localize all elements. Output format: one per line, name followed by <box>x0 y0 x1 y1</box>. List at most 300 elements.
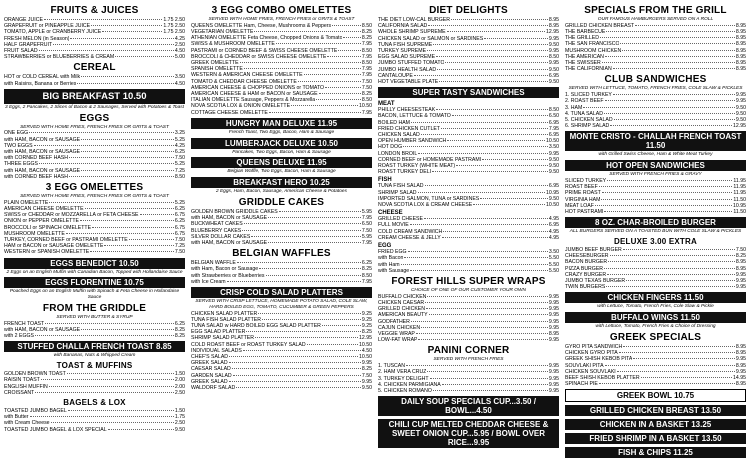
menu-item-name: PHILLY CHEESESTEAK <box>378 107 436 114</box>
leader-dots <box>41 379 174 380</box>
menu-item-name: WHOLE SHRIMP SUPREME <box>378 29 446 36</box>
leader-dots <box>404 257 548 258</box>
menu-item-price: 12.95 <box>546 29 559 36</box>
club-note: SERVED WITH LETTUCE, TOMATO, FRENCH FRIES, COLE SLAW & PICKLES <box>568 86 743 92</box>
menu-item-price: 8.25 <box>361 366 372 373</box>
leader-dots <box>269 112 361 113</box>
menu-item-name: GYRO PITA SANDWICH <box>565 344 623 351</box>
menu-item-price: 9.50 <box>548 41 559 48</box>
menu-item-name: TOASTED JUMBO BAGEL & LOX SPECIAL <box>4 426 107 433</box>
menu-item-name: TUNA FISH SALAD <box>378 183 424 190</box>
menu-item-price: 9.95 <box>361 360 372 367</box>
leader-dots <box>44 19 162 20</box>
menu-item-price: 3.50 <box>548 144 559 151</box>
griddle-cakes-title: GRIDDLE CAKES <box>238 197 325 209</box>
leader-dots <box>414 75 548 76</box>
menu-item-price: 7.50 <box>735 247 746 254</box>
panini-list <box>378 363 559 394</box>
leader-dots <box>268 242 361 243</box>
menu-item-name: GOLDEN BROWN GRIDDLE CAKES <box>191 209 278 216</box>
leader-dots <box>240 62 361 63</box>
leader-dots <box>428 25 548 26</box>
cheese-list <box>378 216 559 241</box>
leader-dots <box>433 390 548 391</box>
florentine-note: Poached Eggs on an English Muffin with Spinach & Feta Cheese in Hollandaise Sauce <box>9 289 180 301</box>
menu-item-name: HOT PASTRAMI <box>565 209 604 216</box>
menu-item-price: 8.95 <box>735 66 746 73</box>
diet-title: DIET DELIGHTS <box>429 5 508 16</box>
menu-item-price: 6.95 <box>548 132 559 139</box>
menu-item-name: AMERICAN CHEESE & HAM or BACON or SAUSAGE <box>191 91 318 98</box>
menu-item-price: 8.95 <box>735 60 746 67</box>
menu-item-name: WESTERN & AMERICAN CHEESE OMELETTE <box>191 72 303 79</box>
menu-item-price: 4.50 <box>361 347 372 354</box>
menu-item-name: with Ice Cream <box>191 278 226 285</box>
menu-item <box>4 390 185 396</box>
leader-dots <box>129 239 174 240</box>
challa-banner: STUFFED CHALLA FRENCH TOAST 8.85 <box>4 341 185 352</box>
leader-dots <box>433 44 548 45</box>
menu-item-name: SWISS or CHEDDAR or MOZZARELLA or FETA CHEESE <box>4 212 139 219</box>
florentine-banner: EGGS FLORENTINE 10.75 <box>4 277 185 288</box>
menu-item-price: 9.95 <box>548 318 559 325</box>
menu-item-name: BACON, LETTUCE & TOMATO <box>378 113 451 120</box>
menu-item-price: 7.50 <box>174 249 185 256</box>
leader-dots <box>246 331 361 332</box>
leader-dots <box>53 44 174 45</box>
menu-item-price: 8.50 <box>548 54 559 61</box>
menu-item <box>191 110 372 116</box>
menu-item-name: HOT VEGETABLE PLATE <box>378 79 439 86</box>
menu-item-name: 6. SHRIMP SALAD <box>565 123 610 130</box>
hot-open-banner: HOT OPEN SANDWICHES <box>565 160 746 171</box>
menu-item-price: 9.25 <box>361 310 372 317</box>
menu-item-name: QUEENS OMELETTE Ham, Cheese, Mushrooms & Peppers <box>191 22 332 29</box>
menu-item-price: 1.50 <box>174 408 185 415</box>
menu-item-name: with HAM, BACON or SAUSAGE <box>191 215 268 222</box>
leader-dots <box>307 344 358 345</box>
egg-list <box>378 249 559 274</box>
menu-item-price: 8.95 <box>735 22 746 29</box>
menu-item-price: 8.95 <box>735 29 746 35</box>
menu-item-name: THREE EGGS <box>4 161 39 168</box>
greek-bowl-banner: GREEK BOWL 10.75 <box>565 389 746 402</box>
leader-dots <box>607 274 735 275</box>
sandwiches-banner: SUPER TASTY SANDWICHES <box>378 87 559 98</box>
omelettes-note: SERVED WITH HOME FRIES, FRENCH FRIES OR GRITS & TOAST <box>20 194 169 200</box>
menu-item-price: 9.95 <box>735 356 746 363</box>
menu-item-name: LONDON BROIL <box>378 150 418 157</box>
leader-dots <box>424 218 548 219</box>
leader-dots <box>604 268 735 269</box>
menu-item-price: 8.95 <box>735 344 746 351</box>
menu-item-price: 9.50 <box>548 156 559 163</box>
menu-item-name: TURKEY SUPREME <box>378 48 427 55</box>
leader-dots <box>266 275 361 276</box>
menu-item-price: 5.50 <box>548 267 559 274</box>
big-breakfast-note: 3 Eggs, 2 Pancakes, 2 Slices of Bacon & 2 Sausages, Served with Potatoes & Toast <box>4 104 184 110</box>
menu-item-price: 9.95 <box>735 271 746 278</box>
menu-item-price: 3.25 <box>174 130 185 137</box>
leader-dots <box>229 356 358 357</box>
leader-dots <box>104 245 173 246</box>
meat-list <box>378 107 559 175</box>
menu-item-name: THE SWISSER <box>565 60 601 67</box>
queens-banner: QUEENS DELUXE 11.95 <box>191 157 372 168</box>
platters-banner: CRISP COLD SALAD PLATTERS <box>191 287 372 298</box>
menu-item-name: FRENCH TOAST <box>4 320 45 327</box>
menu-item-name: HAM or BACON or SAUSAGE OMELETTE <box>4 243 104 250</box>
lumberjack-note: Pancakes, Two Eggs, Bacon, Ham & Sausage <box>232 149 331 155</box>
menu-item-price: 10.95 <box>733 202 746 209</box>
menu-item-price: 11.95 <box>733 190 746 197</box>
leader-dots <box>606 31 735 32</box>
leader-dots <box>322 325 361 326</box>
menu-item <box>191 385 372 391</box>
menu-item-name: TOASTED JUMBO BAGEL <box>4 408 67 415</box>
menu-item-name: CHICKEN SALAD PLATTER <box>191 310 258 317</box>
leader-dots <box>92 227 174 228</box>
leader-dots <box>49 202 173 203</box>
menu-item-price: 8.95 <box>735 350 746 357</box>
menu-item-price: 8.50 <box>361 97 372 104</box>
menu-item-price: 9.50 <box>548 163 559 170</box>
menu-item-price: 5.25 <box>174 161 185 168</box>
menu-item-price: 8.50 <box>361 47 372 54</box>
menu-item-name: CRAZY BURGER <box>565 271 607 278</box>
menu-item-name: GRILLED CHEESE <box>378 216 423 223</box>
leader-dots <box>418 192 545 193</box>
menu-item <box>4 174 185 180</box>
menu-item <box>565 284 746 290</box>
menu-item <box>4 427 185 433</box>
menu-item-price: 8.95 <box>735 47 746 54</box>
leader-dots <box>610 255 735 256</box>
menu-item-name: SHRIMP SALAD PLATTER <box>191 335 254 342</box>
menu-item-price: 4.25 <box>174 142 185 149</box>
big-breakfast-banner: BIG BREAKFAST 10.50 <box>4 89 185 104</box>
leader-dots <box>68 410 174 411</box>
menu-item-price: 5.95 <box>361 209 372 216</box>
leader-dots <box>140 214 174 215</box>
menu-item-price: 4.50 <box>174 80 185 87</box>
menu-item-name: GREEK SHISH KEBOB PITA <box>565 356 633 363</box>
menu-item-price: 9.95 <box>548 60 559 67</box>
menu-item-price: 4.25 <box>174 35 185 42</box>
menu-item-price: 8.95 <box>735 259 746 266</box>
menu-item-price: 9.95 <box>548 369 559 376</box>
toast-list <box>4 371 185 396</box>
menu-item-name: ORANGE JUICE <box>4 17 43 23</box>
leader-dots <box>620 43 734 44</box>
menu-item-price: 11.50 <box>733 196 746 203</box>
menu-item <box>378 268 559 274</box>
menu-item-name: HALF GRAPEFRUIT <box>4 41 53 48</box>
leader-dots <box>35 335 174 336</box>
waffles-title: BELGIAN WAFFLES <box>232 248 331 260</box>
wraps-note: CHOICE OF ONE OF OUR CUSTOMER YOUR OWN <box>410 287 527 293</box>
menu-item-name: ITALIAN OMELETTE Sausage, Peppers & Mozzarella <box>191 97 316 104</box>
combo-list <box>191 23 372 116</box>
menu-item-price: 12.95 <box>359 335 372 342</box>
menu-item-price: 7.25 <box>174 167 185 174</box>
menu-item-price: 11.95 <box>733 178 746 185</box>
menu-item-name: BUFFALO CHICKEN <box>378 293 427 300</box>
leader-dots <box>233 375 361 376</box>
cheese-title: CHEESE <box>378 210 403 217</box>
menu-item-price: 6.95 <box>548 119 559 126</box>
menu-item-name: with Ham, Bacon or Sausage <box>191 266 259 273</box>
menu-item-price: 9.25 <box>361 316 372 323</box>
menu-item-name: BROCCOLI & CHEDDAR or SWISS CHEESE OMELETTE <box>191 53 327 60</box>
menu-item-name: JUMBO STUFFED TOMATO <box>378 60 445 67</box>
leader-dots <box>451 19 548 20</box>
leader-dots <box>81 329 174 330</box>
leader-dots <box>90 251 174 252</box>
leader-dots <box>436 56 548 57</box>
queens-note: Belgian Waffle, Two Eggs, Bacon, Ham & Sausage <box>227 169 336 175</box>
menu-item <box>378 169 559 175</box>
leader-dots <box>421 134 548 135</box>
menu-item-price: 9.95 <box>548 363 559 370</box>
menu-item-price: 2.50 <box>174 41 185 48</box>
menu-item-name: HOT DOG <box>378 144 403 151</box>
menu-item-name: NOVA SCOTIA LOX & ONION OMELETTE <box>191 103 291 110</box>
menu-item-price: 7.95 <box>361 53 372 60</box>
benedict-note: 2 Eggs on an English Muffin with Canadian Bacon, Topped with Hollandaise Sauce <box>6 269 183 275</box>
leader-dots <box>319 93 361 94</box>
menu-item-price: 9.95 <box>548 375 559 382</box>
menu-item-price: 10.95 <box>546 189 559 196</box>
french-toast-list <box>4 321 185 340</box>
menu-item-price: 9.50 <box>735 104 746 111</box>
burger-note: ALL BURGERS SERVED ON A TOASTED BUN WITH COLE SLAW & PICKLES <box>569 229 742 235</box>
leader-dots <box>411 321 548 322</box>
menu-item-price: 9.95 <box>548 312 559 319</box>
leader-dots <box>255 337 358 338</box>
leader-dots <box>484 38 548 39</box>
menu-item-price: 8.95 <box>548 17 559 23</box>
menu-item-price: 6.25 <box>174 206 185 213</box>
menu-item-price: 7.95 <box>361 72 372 79</box>
burger-deluxe: DELUXE 3.00 EXTRA <box>614 237 697 247</box>
menu-column-grill <box>565 3 746 458</box>
leader-dots <box>268 217 361 218</box>
fruits-title: FRUITS & JUICES <box>50 5 139 16</box>
menu-item-price: 7.95 <box>361 66 372 73</box>
menu-item-name: CHICKEN GYRO PITA <box>565 350 618 357</box>
leader-dots <box>427 371 547 372</box>
menu-item-price: 1.75 2.50 <box>163 29 185 36</box>
leader-dots <box>251 236 361 237</box>
menu-item-price: 9.50 <box>548 79 559 86</box>
leader-dots <box>242 230 361 231</box>
menu-item-price: 4.95 <box>548 216 559 223</box>
menu-item-price: 9.95 <box>735 98 746 105</box>
menu-item-price: 5.00 <box>174 54 185 61</box>
menu-item <box>378 235 559 241</box>
menu-item-price: 8.50 <box>174 173 185 180</box>
leader-dots <box>298 81 361 82</box>
menu-item-name: CAESAR SALAD <box>191 366 231 373</box>
leader-dots <box>403 146 548 147</box>
menu-item-price: 7.95 <box>361 240 372 247</box>
combo-note: SERVED WITH HOME FRIES, FRENCH FRIES or GRITS & TOAST <box>208 17 355 22</box>
menu-item-name: 4. CHICKEN PARMIGIANA <box>378 381 441 388</box>
leader-dots <box>606 286 735 287</box>
menu-item-name: TUNA SALAD w HARD BOILED EGG SALAD PLATTER <box>191 323 321 330</box>
bagels-list <box>4 408 185 433</box>
menu-item-price: 3.50 <box>548 249 559 256</box>
leader-dots <box>623 249 735 250</box>
leader-dots <box>641 377 732 378</box>
menu-item-price: 8.95 <box>735 381 746 388</box>
menu-column-sandwiches <box>378 3 559 453</box>
leader-dots <box>605 56 735 57</box>
leader-dots <box>442 384 548 385</box>
menu-item-price: 9.25 <box>361 323 372 330</box>
menu-item-name: GRAPEFRUIT or PINEAPPLE JUICE <box>4 23 91 30</box>
grill-title: SPECIALS FROM THE GRILL <box>584 5 727 16</box>
menu-item-price: 8.95 <box>548 23 559 30</box>
menu-item-name: CREAM CHEESE & JELLY <box>378 234 441 241</box>
menu-item-name: CROISSANT <box>4 389 35 396</box>
eggs-title: EGGS <box>79 112 110 124</box>
leader-dots <box>108 429 174 430</box>
menu-item-name: 5. CHICKEN ROMANO <box>378 387 432 394</box>
leader-dots <box>425 302 548 303</box>
waffles-list <box>191 260 372 285</box>
leader-dots <box>276 43 361 44</box>
menu-item-name: 3. TURKEY DELIGHT <box>378 375 429 382</box>
leader-dots <box>442 237 548 238</box>
menu-item-price: 2.00 <box>174 383 185 390</box>
menu-item-name: GRILLED CHICKEN BREAST <box>565 22 635 29</box>
greek-title: GREEK SPECIALS <box>609 332 702 344</box>
leader-dots <box>447 31 545 32</box>
menu-item <box>565 66 746 72</box>
menu-item-name: FRESH MELON (in Season) <box>4 35 70 42</box>
menu-item-name: PASTRAMI or CORNED BEEF & SWISS CHEESE OMELETTE <box>191 47 338 54</box>
menu-item <box>378 388 559 394</box>
leader-dots <box>614 119 735 120</box>
menu-item-price: 8.25 <box>735 253 746 260</box>
menu-item-name: AMERICAN BEAUTY <box>378 312 428 319</box>
menu-item-name: LOW-FAT WRAP <box>378 337 418 344</box>
menu-item-name: OPEN HUMBER SANDWICH <box>378 138 447 145</box>
menu-item-price: 6.75 <box>174 224 185 231</box>
menu-item-name: VEGETARIAN OMELETTE <box>191 29 254 35</box>
leader-dots <box>325 87 361 88</box>
leader-dots <box>30 416 174 417</box>
menu-item-price: 10.50 <box>546 202 559 209</box>
egg-title: EGG <box>378 243 392 250</box>
leader-dots <box>406 365 548 366</box>
menu-item-name: GARDEN SALAD <box>191 372 232 379</box>
menu-item-name: with HAM, BACON or SAUSAGE <box>4 327 81 334</box>
leader-dots <box>66 233 174 234</box>
leader-dots <box>456 165 548 166</box>
leader-dots <box>608 261 735 262</box>
menu-item-name: AMERICAN CHEESE & CHOPPED ONIONS or TOMATO <box>191 84 325 91</box>
leader-dots <box>602 192 733 193</box>
leader-dots <box>432 171 548 172</box>
challa-note: with Bananas, Nuts & Whipped Cream <box>53 353 136 359</box>
leader-dots <box>401 264 548 265</box>
monte-note: with Grilled Swiss Cheese, Ham & White Meat Turkey <box>598 152 713 158</box>
menu-item-name: with Raisins, Banana or Berries <box>4 80 77 87</box>
menu-item-name: GOLDEN BROWN TOAST <box>4 371 66 378</box>
menu-item-name: with Cream Cheese <box>4 420 50 427</box>
menu-item-name: THE CALIFORNIAN <box>565 66 612 73</box>
leader-dots <box>35 392 174 393</box>
menu-item-name: CHICKEN CAESAR <box>378 299 425 306</box>
menu-column-breakfast <box>4 3 185 453</box>
menu-item-name: STRAWBERRIES or BLUEBERRIES & CREAM <box>4 54 115 61</box>
leader-dots <box>70 38 173 39</box>
leader-dots <box>607 180 732 181</box>
menu-item-price: 6.50 <box>361 221 372 228</box>
menu-item-price: 9.95 <box>735 278 746 285</box>
leader-dots <box>447 140 545 141</box>
leader-dots <box>439 81 548 82</box>
chicken-basket-banner: CHICKEN IN A BASKET 13.25 <box>565 419 746 430</box>
grilled-breast-banner: GRILLED CHICKEN BREAST 13.50 <box>565 405 746 416</box>
menu-item-price: 8.25 <box>174 333 185 340</box>
menu-item-name: BLUEBERRY CAKES <box>191 227 242 234</box>
leader-dots <box>279 211 361 212</box>
leader-dots <box>626 280 735 281</box>
leader-dots <box>236 387 361 388</box>
menu-item-name: with Strawberries or Blueberries <box>191 272 265 279</box>
menu-item-price: 9.95 <box>548 150 559 157</box>
platters-note: SERVED WITH CRISP LETTUCE, HOMEMADE POTATO SALAD, COLE SLAW, HARD BOILED EGG, TOMATO, CUCUMBER & GREEN PEPPERS <box>195 299 368 310</box>
menu-item-price: 9.50 <box>735 110 746 117</box>
menu-item-name: FULL MOVIE <box>378 222 409 229</box>
club-title: CLUB SANDWICHES <box>604 74 707 86</box>
omelettes-list <box>4 200 185 256</box>
menu-item-price: 7.50 <box>361 227 372 234</box>
leader-dots <box>635 25 735 26</box>
menu-item-name: 1. SLICED TURKEY <box>565 92 612 99</box>
menu-item-name: THE SAN FRANCISCO <box>565 41 620 48</box>
menu-item-name: MUSHROOM OMELETTE <box>4 230 65 237</box>
menu-item-price: 4.50 <box>174 48 185 55</box>
menu-item-name: COLD ROAST BEEF or ROAST TURKEY SALAD <box>191 341 306 348</box>
menu-item-price: 6.25 <box>174 149 185 156</box>
menu-item-price: 8.25 <box>361 329 372 336</box>
menu-item-price: 9.50 <box>361 385 372 392</box>
menu-item-price: 3.50 <box>174 74 185 81</box>
leader-dots <box>115 56 174 57</box>
menu-item-price: 7.95 <box>361 215 372 222</box>
menu-item-price: 9.95 <box>548 299 559 306</box>
leader-dots <box>51 422 174 423</box>
menu-item-name: ROAST TURKEY (WHITE MEAT) <box>378 163 456 170</box>
menu-item-name: with HAM, BACON or SAUSAGE <box>4 136 81 143</box>
menu-item-price: 5.95 <box>361 233 372 240</box>
fingers-note: with Lettuce, Tomato, French Fries, Cole Slaw & Pickle <box>597 304 714 310</box>
leader-dots <box>610 125 732 126</box>
menu-item-price: 8.50 <box>361 22 372 29</box>
menu-item-name: GREEK SALAD <box>191 378 228 385</box>
menu-item-price: 12.95 <box>733 123 746 130</box>
menu-item-name: INDIVIDUAL SALADS <box>191 347 242 354</box>
menu-item-price: 6.95 <box>548 183 559 190</box>
menu-item-price: 6.95 <box>548 72 559 79</box>
menu-item-price: 8.25 <box>361 266 372 273</box>
greek-list <box>565 344 746 387</box>
